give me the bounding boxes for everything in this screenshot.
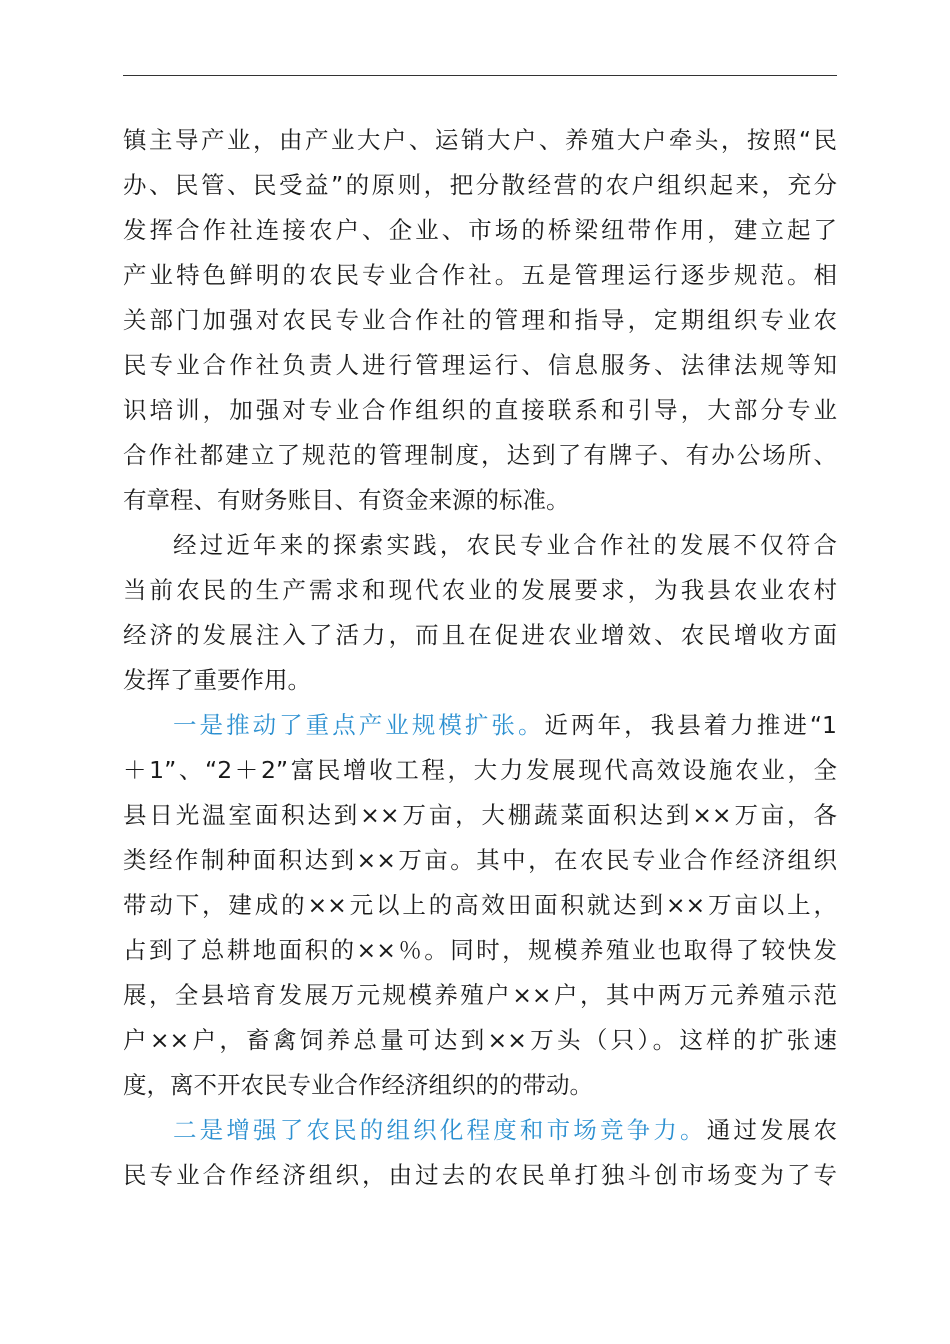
- text-line: [123, 568, 837, 613]
- line-text: 占到了总耕地面积的××％。同时，规模养殖业也取得了较快发: [123, 936, 837, 964]
- line-text: 度，离不开农民专业合作经济组织的的带动。: [123, 1071, 593, 1099]
- line-text: 有章程、有财务账目、有资金来源的标准。: [123, 486, 570, 514]
- document-body: [123, 118, 837, 1198]
- line-text: 经济的发展注入了活力，而且在促进农业增效、农民增收方面: [123, 621, 837, 649]
- text-line: [123, 523, 837, 568]
- section-heading-line: [123, 1108, 837, 1153]
- line-text: 识培训，加强对专业合作组织的直接联系和引导，大部分专业: [123, 396, 837, 424]
- line-text: 类经作制种面积达到××万亩。其中，在农民专业合作经济组织: [123, 846, 837, 874]
- text-line: [123, 388, 837, 433]
- line-text: 民专业合作社负责人进行管理运行、信息服务、法律法规等知: [123, 351, 837, 379]
- line-text: 带动下，建成的××元以上的高效田面积就达到××万亩以上，: [123, 891, 837, 919]
- section-heading-line: [123, 703, 837, 748]
- text-line: [123, 658, 837, 703]
- line-text: 展，全县培育发展万元规模养殖户××户，其中两万元养殖示范: [123, 981, 837, 1009]
- text-line: [123, 343, 837, 388]
- text-line: [123, 1153, 837, 1198]
- header-rule: [123, 75, 837, 76]
- text-line: [123, 253, 837, 298]
- text-line: [123, 298, 837, 343]
- text-line: [123, 883, 837, 928]
- line-text: 镇主导产业，由产业大户、运销大户、养殖大户牵头，按照“民: [123, 126, 837, 154]
- text-line: [123, 928, 837, 973]
- line-text: 通过发展农: [706, 1116, 837, 1144]
- text-line: [123, 1063, 837, 1108]
- line-text: ＋1”、“2＋2”富民增收工程，大力发展现代高效设施农业，全: [123, 756, 837, 784]
- line-text: 发挥合作社连接农户、企业、市场的桥梁纽带作用，建立起了: [123, 216, 837, 244]
- line-text: 县日光温室面积达到××万亩，大棚蔬菜面积达到××万亩，各: [123, 801, 837, 829]
- text-line: [123, 748, 837, 793]
- text-line: [123, 433, 837, 478]
- line-text: 产业特色鲜明的农民专业合作社。五是管理运行逐步规范。相: [123, 261, 837, 289]
- line-text: 合作社都建立了规范的管理制度，达到了有牌子、有办公场所、: [123, 441, 837, 469]
- text-line: [123, 208, 837, 253]
- line-text: 户××户，畜禽饲养总量可达到××万头（只）。这样的扩张速: [123, 1026, 837, 1054]
- text-line: [123, 163, 837, 208]
- line-text: 关部门加强对农民专业合作社的管理和指导，定期组织专业农: [123, 306, 837, 334]
- line-text: 发挥了重要作用。: [123, 666, 311, 694]
- text-line: [123, 118, 837, 163]
- text-line: [123, 793, 837, 838]
- line-text: 经过近年来的探索实践，农民专业合作社的发展不仅符合: [173, 531, 837, 559]
- text-line: [123, 838, 837, 883]
- section-heading: 二是增强了农民的组织化程度和市场竞争力。: [173, 1116, 707, 1144]
- line-text: 近两年，我县着力推进“1: [544, 711, 837, 739]
- line-text: 民专业合作经济组织，由过去的农民单打独斗创市场变为了专: [123, 1161, 837, 1189]
- text-line: [123, 1018, 837, 1063]
- text-line: [123, 478, 837, 523]
- line-text: 当前农民的生产需求和现代农业的发展要求，为我县农业农村: [123, 576, 837, 604]
- text-line: [123, 613, 837, 658]
- line-text: 办、民管、民受益”的原则，把分散经营的农户组织起来，充分: [123, 171, 837, 199]
- text-line: [123, 973, 837, 1018]
- section-heading: 一是推动了重点产业规模扩张。: [173, 711, 545, 739]
